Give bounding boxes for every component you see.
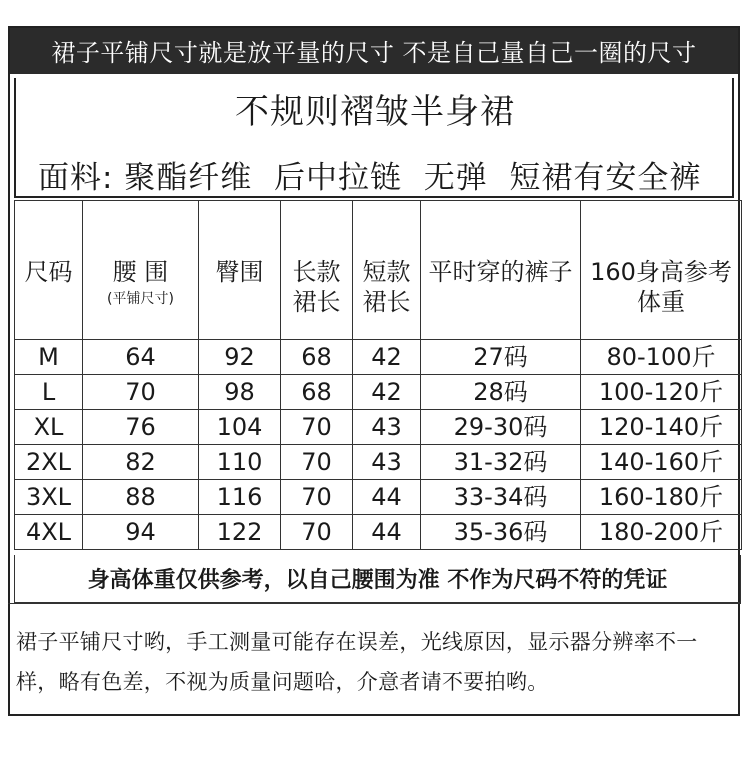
table-cell: 29-30码	[421, 410, 581, 445]
table-cell: 33-34码	[421, 480, 581, 515]
header-label: 腰 围	[112, 258, 169, 286]
table-cell: 120-140斤	[581, 410, 742, 445]
header-label: 平时穿的裤子	[428, 258, 573, 286]
table-cell: 160-180斤	[581, 480, 742, 515]
table-cell: M	[15, 340, 83, 375]
disclaimer-text: 裙子平铺尺寸哟，手工测量可能存在误差，光线原因，显示器分辨率不一样，略有色差，不视为质量问题哈，介意者请不要拍哟。	[16, 630, 698, 694]
header-label: 臀围	[215, 258, 264, 286]
header-cell	[281, 201, 353, 340]
table-cell: 110	[199, 445, 281, 480]
table-cell: 94	[83, 515, 199, 550]
table-row	[15, 375, 742, 410]
table-cell: 3XL	[15, 480, 83, 515]
table-cell: 2XL	[15, 445, 83, 480]
header-label: 160身高参考 体重	[590, 258, 732, 316]
table-cell: 92	[199, 340, 281, 375]
banner-text: 裙子平铺尺寸就是放平量的尺寸 不是自己量自己一圈的尺寸	[51, 38, 697, 67]
table-cell: 64	[83, 340, 199, 375]
header-label: 短款 裙长	[362, 258, 411, 316]
table-cell: 44	[353, 515, 421, 550]
table-cell: 122	[199, 515, 281, 550]
header-cell	[15, 201, 83, 340]
table-cell: 140-160斤	[581, 445, 742, 480]
table-cell: 31-32码	[421, 445, 581, 480]
table-cell: 44	[353, 480, 421, 515]
table-cell: 180-200斤	[581, 515, 742, 550]
table-row	[15, 480, 742, 515]
header-label: 长款 裙长	[292, 258, 341, 316]
header-sublabel: (平铺尺寸)	[107, 291, 174, 307]
divider	[8, 603, 741, 604]
table-cell: 82	[83, 445, 199, 480]
table-cell: 43	[353, 410, 421, 445]
table-cell: 4XL	[15, 515, 83, 550]
table-row	[15, 515, 742, 550]
table-cell: 28码	[421, 375, 581, 410]
table-cell: 68	[281, 375, 353, 410]
table-cell: XL	[15, 410, 83, 445]
table-cell: 104	[199, 410, 281, 445]
table-cell: 70	[281, 410, 353, 445]
size-table-header	[15, 201, 742, 340]
table-cell: 27码	[421, 340, 581, 375]
header-cell	[353, 201, 421, 340]
table-cell: 100-120斤	[581, 375, 742, 410]
table-cell: 42	[353, 375, 421, 410]
table-cell: 70	[281, 445, 353, 480]
table-cell: 80-100斤	[581, 340, 742, 375]
product-title: 不规则褶皱半身裙	[235, 92, 515, 132]
table-cell: 43	[353, 445, 421, 480]
header-cell	[421, 201, 581, 340]
table-cell: 35-36码	[421, 515, 581, 550]
table-cell: 70	[281, 515, 353, 550]
table-row	[15, 410, 742, 445]
table-cell: 42	[353, 340, 421, 375]
table-cell: L	[15, 375, 83, 410]
table-cell: 88	[83, 480, 199, 515]
table-row	[15, 445, 742, 480]
reference-note: 身高体重仅供参考，以自己腰围为准 不作为尺码不符的凭证	[14, 555, 741, 603]
header-cell	[199, 201, 281, 340]
header-label: 尺码	[24, 258, 73, 286]
header-cell	[581, 201, 742, 340]
table-row	[15, 340, 742, 375]
fabric-info: 面料: 聚酯纤维 后中拉链 无弹 短裙有安全裤	[38, 160, 702, 196]
table-cell: 70	[281, 480, 353, 515]
table-cell: 68	[281, 340, 353, 375]
table-cell: 116	[199, 480, 281, 515]
size-table-body	[15, 340, 742, 550]
table-cell: 98	[199, 375, 281, 410]
size-table	[14, 200, 742, 550]
header-cell	[83, 201, 199, 340]
table-cell: 70	[83, 375, 199, 410]
table-cell: 76	[83, 410, 199, 445]
